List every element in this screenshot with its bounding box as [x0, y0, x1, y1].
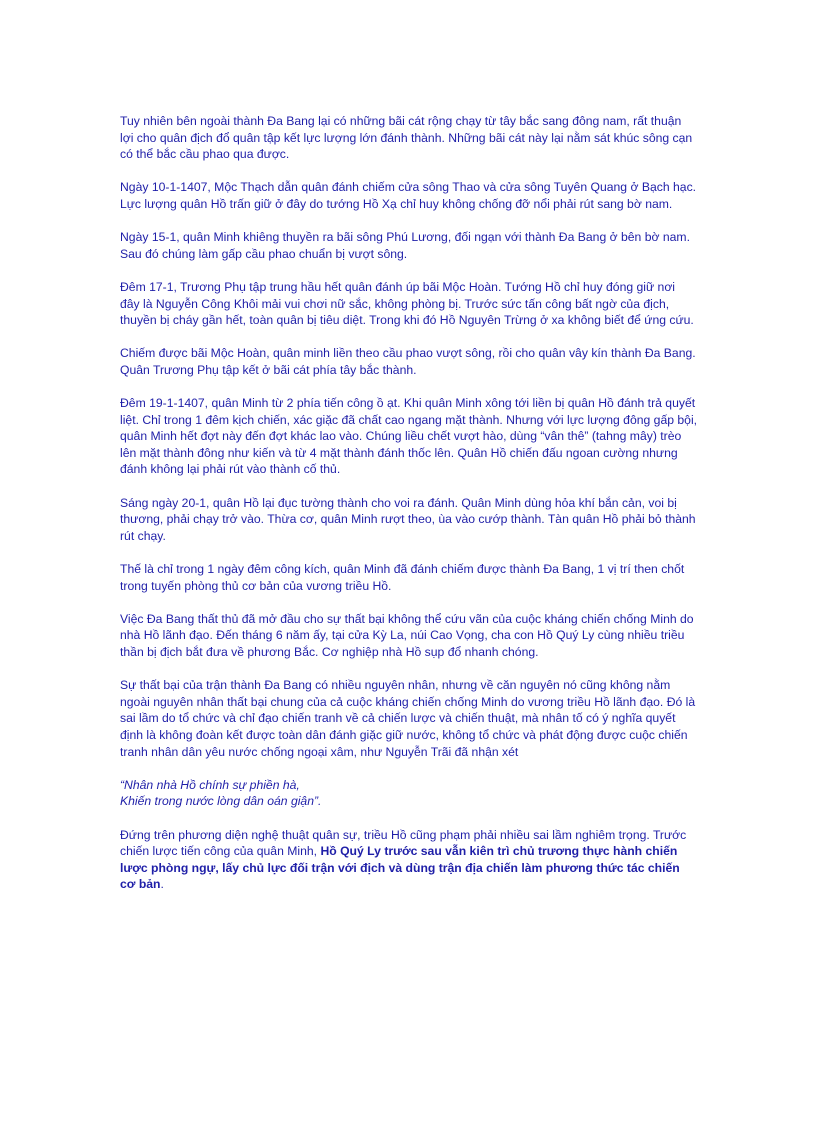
quote-line-2: Khiến trong nước lòng dân oán giận”. — [120, 794, 322, 809]
document-page — [120, 113, 698, 910]
paragraph-4: Đêm 17-1, Trương Phụ tập trung hầu hết quân đánh úp bãi Mộc Hoàn. Tướng Hồ chỉ huy đóng giữ nơi đây là Nguyễn Công Khôi mải vui chơi nữ sắc, không phòng bị. Trước sức tấn công bất ngờ của địch, thuyền bị cháy gần hết, toàn quân bị tiêu diệt. Trong khi đó Hồ Nguyên Trừng ở xa không biết để ứng cứu. — [120, 279, 694, 328]
final-end-text: . — [160, 877, 164, 892]
paragraph-3: Ngày 15-1, quân Minh khiêng thuyền ra bãi sông Phú Lương, đối ngạn với thành Đa Bang ở bên bờ nam. Sau đó chúng làm gấp cầu phao chuẩn bị vượt sông. — [120, 230, 690, 261]
paragraph-2: Ngày 10-1-1407, Mộc Thạch dẫn quân đánh chiếm cửa sông Thao và cửa sông Tuyên Quang ở Bạch hạc. Lực lượng quân Hồ trấn giữ ở đây do tướng Hồ Xạ chỉ huy không chống đỡ nổi phải rút sang bờ nam. — [120, 180, 697, 211]
paragraph-10: Sự thất bại của trận thành Đa Bang có nhiều nguyên nhân, nhưng về căn nguyên nó cũng không nằm ngoài nguyên nhân thất bại chung của cả cuộc kháng chiến chống Minh do vương triều Hồ lãnh đạo. Đó là sai lầm do tổ chức và chỉ đạo chiến tranh về cả chiến lược và chiến thuật, mà nhân tố có ý nghĩa quyết định là không đoàn kết được toàn dân đánh giặc giữ nước, không tổ chức và phát động được cuộc chiến tranh nhân dân yêu nước chống ngoại xâm, như Nguyễn Trãi đã nhận xét — [120, 678, 696, 759]
final-bold-text: Hồ Quý Ly trước sau vẫn kiên trì chủ trương thực hành chiến lược phòng ngự, lấy chủ lực đối trận với địch và dùng trận địa chiến làm phương thức tác chiến cơ bản — [120, 844, 680, 892]
paragraph-5: Chiếm được bãi Mộc Hoàn, quân minh liền theo cầu phao vượt sông, rồi cho quân vây kín thành Đa Bang. Quân Trương Phụ tập kết ở bãi cát phía tây bắc thành. — [120, 346, 696, 377]
paragraph-8: Thế là chỉ trong 1 ngày đêm công kích, quân Minh đã đánh chiếm được thành Đa Bang, 1 vị trí then chốt trong tuyến phòng thủ cơ bản của vương triều Hồ. — [120, 562, 685, 593]
poem-quote — [120, 777, 698, 810]
final-normal-text: Đứng trên phương diện nghệ thuật quân sự, triều Hồ cũng phạm phải nhiều sai lầm nghiêm trọng. Trước chiến lược tiến công của quân Minh, — [120, 827, 687, 859]
quote-line-1: “Nhân nhà Hồ chính sự phiền hà, — [120, 777, 300, 792]
paragraph-7: Sáng ngày 20-1, quân Hồ lại đục tường thành cho voi ra đánh. Quân Minh dùng hỏa khí bắn cản, voi bị thương, phải chạy trở vào. Thừa cơ, quân Minh rượt theo, ùa vào cướp thành. Tàn quân Hồ phải bỏ thành rút chạy. — [120, 495, 696, 543]
final-paragraph — [120, 827, 698, 893]
paragraph-6: Đêm 19-1-1407, quân Minh từ 2 phía tiến công ồ ạt. Khi quân Minh xông tới liền bị quân Hồ đánh trả quyết liệt. Chỉ trong 1 đêm kịch chiến, xác giặc đã chất cao ngang mặt thành. Nhưng với lực lượng đông gấp bội, quân Minh hết đợt này đến đợt khác lao vào. Chúng liều chết vượt hào, dùng “vân thê” (tahng mây) trèo lên mặt thành đông như kiến và từ 4 mặt thành đánh thốc lên. Quân Hồ chiến đấu ngoan cường nhưng đánh không lại phải rút vào thành cố thủ. — [120, 396, 698, 477]
paragraph-9: Việc Đa Bang thất thủ đã mở đầu cho sự thất bại không thể cứu vãn của cuộc kháng chiến chống Minh do nhà Hồ lãnh đạo. Đến tháng 6 năm ấy, tại cửa Kỳ La, núi Cao Vọng, cha con Hồ Quý Ly cùng nhiều triều thần bị địch bắt đưa về phương Bắc. Cơ nghiệp nhà Hồ sụp đổ nhanh chóng. — [120, 611, 694, 659]
paragraph-1: Tuy nhiên bên ngoài thành Đa Bang lại có những bãi cát rộng chạy từ tây bắc sang đông nam, rất thuận lợi cho quân địch đổ quân tập kết lực lượng lớn đánh thành. Những bãi cát này lại nằm sát khúc sông cạn có thể bắc cầu phao qua được. — [120, 114, 693, 162]
